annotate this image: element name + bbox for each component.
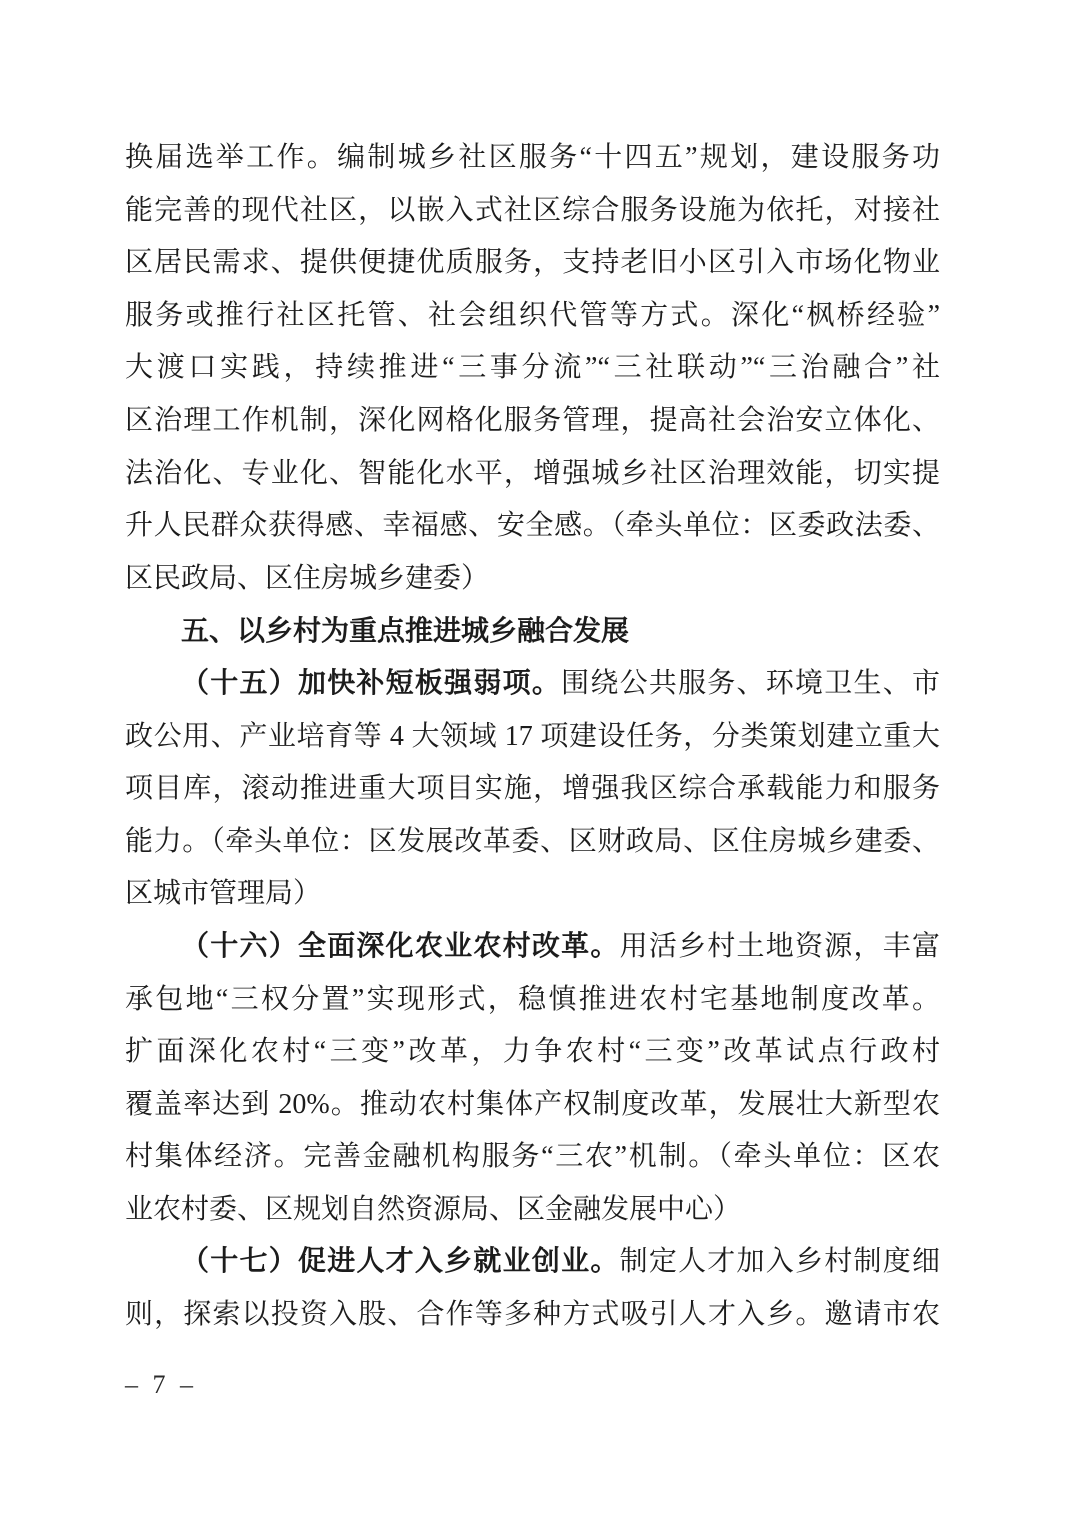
text-segment-body: 能完善的现代社区，以嵌入式社区综合服务设施为依托，对接社 [125,194,940,226]
text-line [125,1131,940,1184]
text-line [125,658,940,711]
text-line [125,290,940,343]
text-segment-body: 扩面深化农村“三变”改革，力争农村“三变”改革试点行政村 [125,1036,940,1068]
text-segment-body: 能力。 [125,825,211,857]
text-segment-body: 大渡口实践，持续推进“三事分流”“三社联动”“三治融合”社 [125,352,940,384]
text-segment-unit: （牵头单位：区农 [717,1141,940,1173]
text-segment-body: 项目库，滚动推进重大项目实施，增强我区综合承载能力和服务 [125,773,940,805]
text-segment-body: 升人民群众获得感、幸福感、安全感。 [125,510,612,542]
text-line [125,816,940,869]
text-line [125,448,940,501]
text-line [125,763,940,816]
text-line [125,500,940,553]
text-segment-body: 围绕公共服务、环境卫生、市 [561,667,940,699]
text-segment-unit: 区民政局、区住房城乡建委） [125,562,490,594]
text-line [125,237,940,290]
text-line [125,553,940,606]
document-body [125,132,940,1342]
text-segment-unit: 区城市管理局） [125,878,322,910]
text-segment-lead: （十六）全面深化农业农村改革。 [181,930,620,962]
text-segment-body: 换届选举工作。编制城乡社区服务“十四五”规划，建设服务功 [125,142,940,173]
text-segment-heading: 五、以乡村为重点推进城乡融合发展 [181,615,630,647]
text-segment-body: 承包地“三权分置”实现形式，稳慎推进农村宅基地制度改革。 [125,983,940,1015]
text-line [125,132,940,185]
text-segment-body: 政公用、产业培育等 4 大领域 17 项建设任务，分类策划建立重大 [125,720,940,752]
text-segment-body: 服务或推行社区托管、社会组织代管等方式。深化“枫桥经验” [125,299,940,331]
text-segment-body: 区治理工作机制，深化网格化服务管理，提高社会治安立体化、 [125,404,940,436]
text-line [125,711,940,764]
text-line [125,974,940,1027]
text-segment-body: 村集体经济。完善金融机构服务“三农”机制。 [125,1141,718,1173]
text-segment-unit: （牵头单位：区发展改革委、区财政局、区住房城乡建委、 [210,825,940,857]
text-segment-unit: （牵头单位：区委政法委、 [611,510,940,542]
text-line [125,1184,940,1237]
text-line [125,1236,940,1289]
text-segment-lead: （十七）促进人才入乡就业创业。 [181,1246,620,1278]
text-segment-unit: 业农村委、区规划自然资源局、区金融发展中心） [125,1193,742,1225]
text-line [125,1079,940,1132]
text-line [125,868,940,921]
text-segment-body: 则，探索以投资入股、合作等多种方式吸引人才入乡。邀请市农 [125,1299,940,1331]
text-segment-body: 用活乡村土地资源，丰富 [619,930,940,962]
text-line [125,395,940,448]
text-segment-body: 区居民需求、提供便捷优质服务，支持老旧小区引入市场化物业 [125,247,940,279]
page-number: – 7 – [125,1370,197,1399]
section-heading [125,605,940,658]
text-line [125,921,940,974]
text-line [125,185,940,238]
text-segment-body: 覆盖率达到 20%。推动农村集体产权制度改革，发展壮大新型农 [125,1088,940,1120]
text-segment-body: 法治化、专业化、智能化水平，增强城乡社区治理效能，切实提 [125,457,940,489]
text-line [125,1026,940,1079]
text-line [125,342,940,395]
text-segment-body: 制定人才加入乡村制度细 [619,1246,940,1278]
text-line [125,1289,940,1342]
text-segment-lead: （十五）加快补短板强弱项。 [181,667,562,699]
